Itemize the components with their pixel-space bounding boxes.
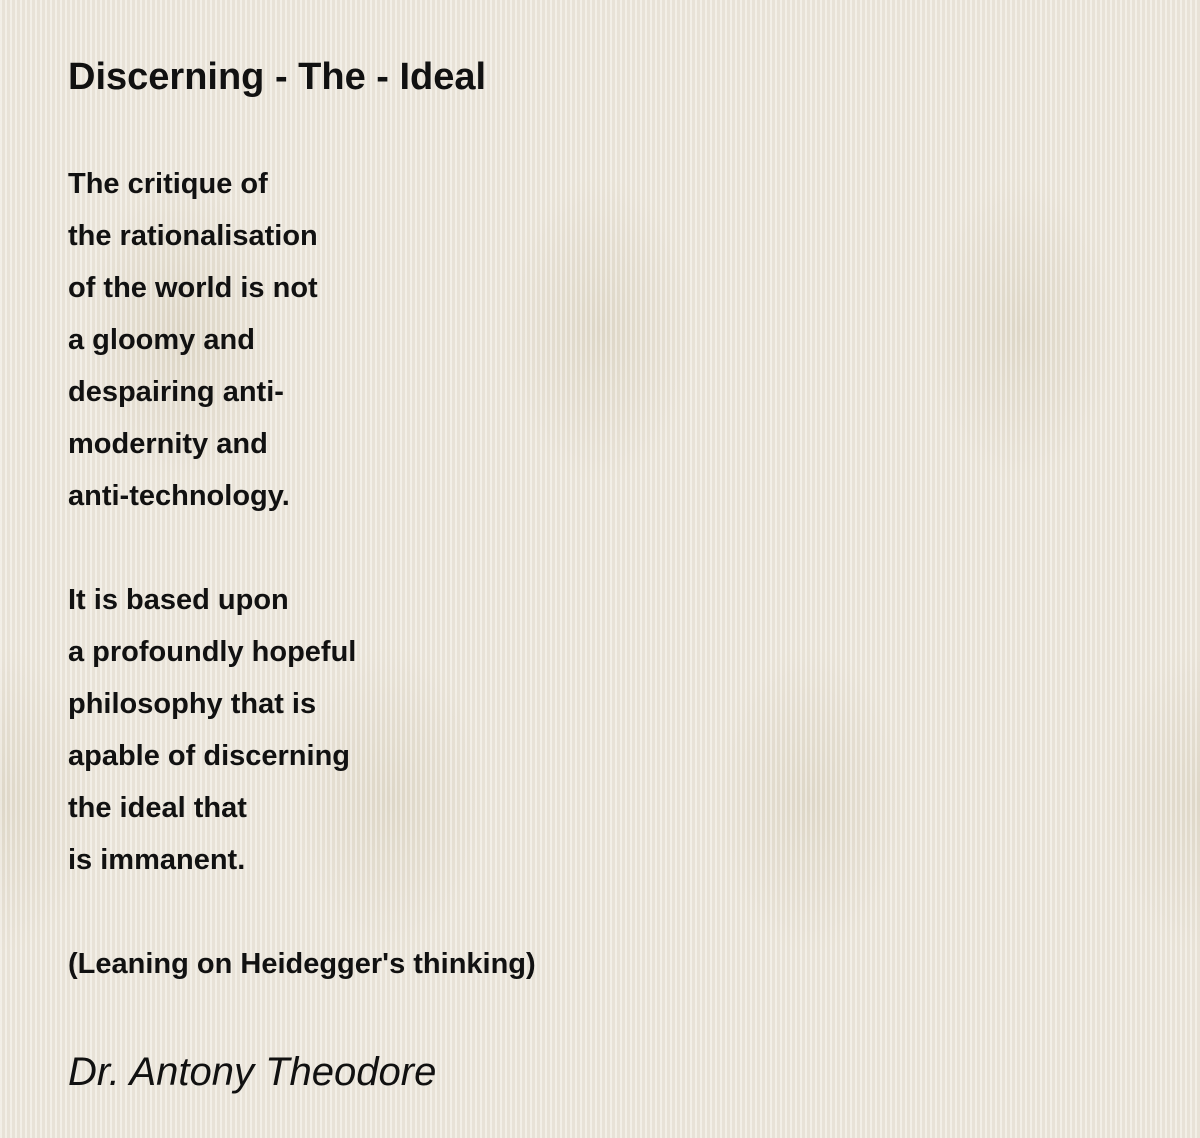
- poem-line: is immanent.: [68, 844, 246, 876]
- poem-line: The critique of: [68, 168, 268, 200]
- stanza-1: [68, 158, 1128, 522]
- poem-line: a profoundly hopeful: [68, 636, 357, 668]
- stanza-2: [68, 574, 1128, 886]
- poem-line: a gloomy and: [68, 324, 255, 356]
- poem-line: (Leaning on Heidegger's thinking): [68, 948, 536, 980]
- poem-line: modernity and: [68, 428, 268, 460]
- poem-line: It is based upon: [68, 584, 289, 616]
- poem-line: the ideal that: [68, 792, 247, 824]
- stanza-3: [68, 938, 1128, 990]
- poem-title: Discerning - The - Ideal: [68, 56, 487, 98]
- poem-body: [68, 158, 1128, 990]
- poem-author: Dr. Antony Theodore: [68, 1050, 437, 1094]
- poem-line: despairing anti-: [68, 376, 284, 408]
- poem-page: [68, 52, 1128, 1098]
- poem-line: of the world is not: [68, 272, 318, 304]
- poem-line: the rationalisation: [68, 220, 318, 252]
- poem-line: apable of discerning: [68, 740, 350, 772]
- poem-line: philosophy that is: [68, 688, 317, 720]
- poem-line: anti-technology.: [68, 480, 290, 512]
